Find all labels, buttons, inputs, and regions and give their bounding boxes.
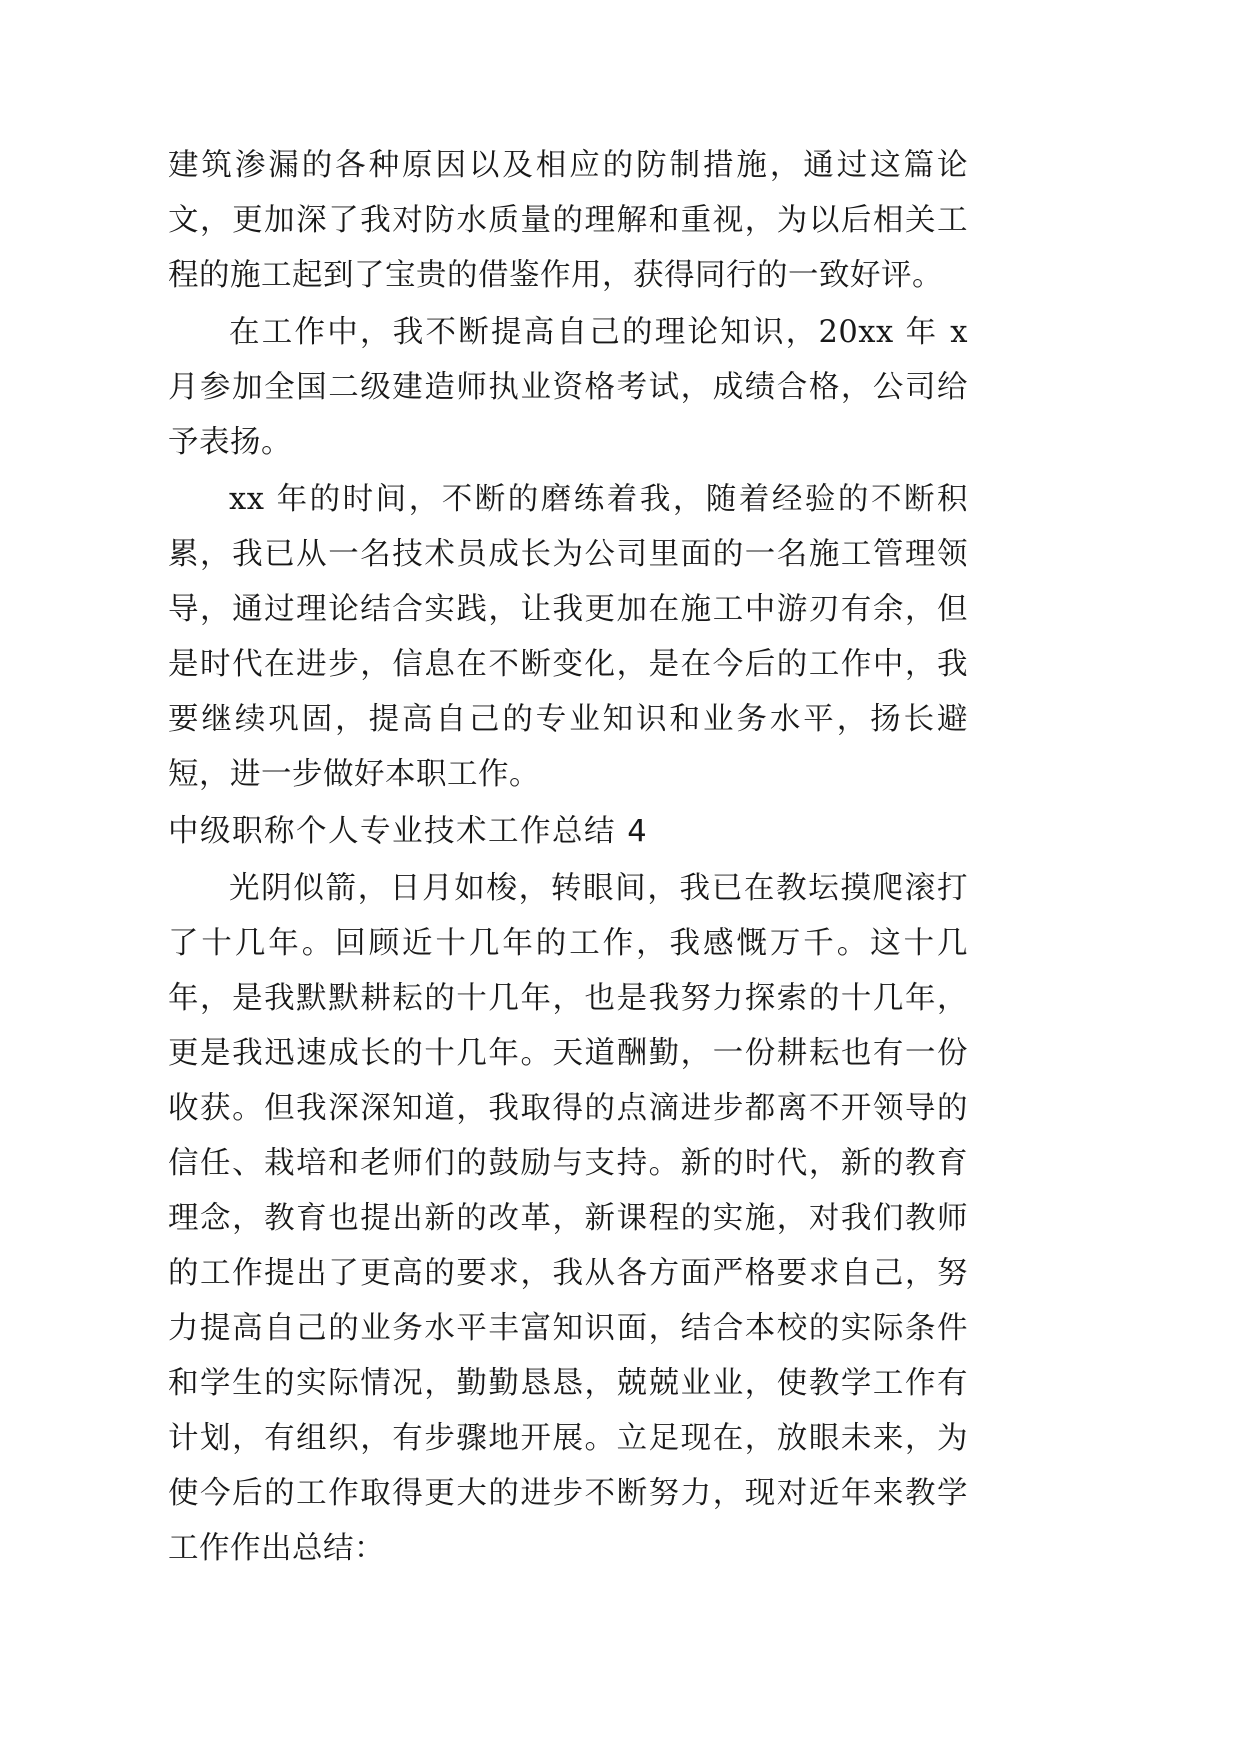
paragraph-3: xx 年的时间，不断的磨练着我，随着经验的不断积累，我已从一名技术员成长为公司里面的一名施工管理领导，通过理论结合实践，让我更加在施工中游刃有余，但是时代在进步，信息在不断变化，是在今后的工作中，我要继续巩固，提高自己的专业知识和业务水平，扬长避短，进一步做好本职工作。 — [168, 482, 968, 792]
paragraph-1: 建筑渗漏的各种原因以及相应的防制措施，通过这篇论文，更加深了我对防水质量的理解和重视，为以后相关工程的施工起到了宝贵的借鉴作用，获得同行的一致好评。 — [168, 148, 968, 293]
paragraph-2: 在工作中，我不断提高自己的理论知识，20xx 年 x 月参加全国二级建造师执业资格考试，成绩合格，公司给予表扬。 — [168, 315, 968, 460]
document-body — [168, 138, 968, 1578]
paragraph-4: 光阴似箭，日月如梭，转眼间，我已在教坛摸爬滚打了十几年。回顾近十几年的工作，我感慨万千。这十几年，是我默默耕耘的十几年，也是我努力探索的十几年，更是我迅速成长的十几年。天道酬勤，一份耕耘也有一份收获。但我深深知道，我取得的点滴进步都离不开领导的信任、栽培和老师们的鼓励与支持。新的时代，新的教育理念，教育也提出新的改革，新课程的实施，对我们教师的工作提出了更高的要求，我从各方面严格要求自己，努力提高自己的业务水平丰富知识面，结合本校的实际条件和学生的实际情况，勤勤恳恳，兢兢业业，使教学工作有计划，有组织，有步骤地开展。立足现在，放眼未来，为使今后的工作取得更大的进步不断努力，现对近年来教学工作作出总结： — [168, 871, 968, 1566]
section-heading: 中级职称个人专业技术工作总结 4 — [168, 814, 649, 849]
